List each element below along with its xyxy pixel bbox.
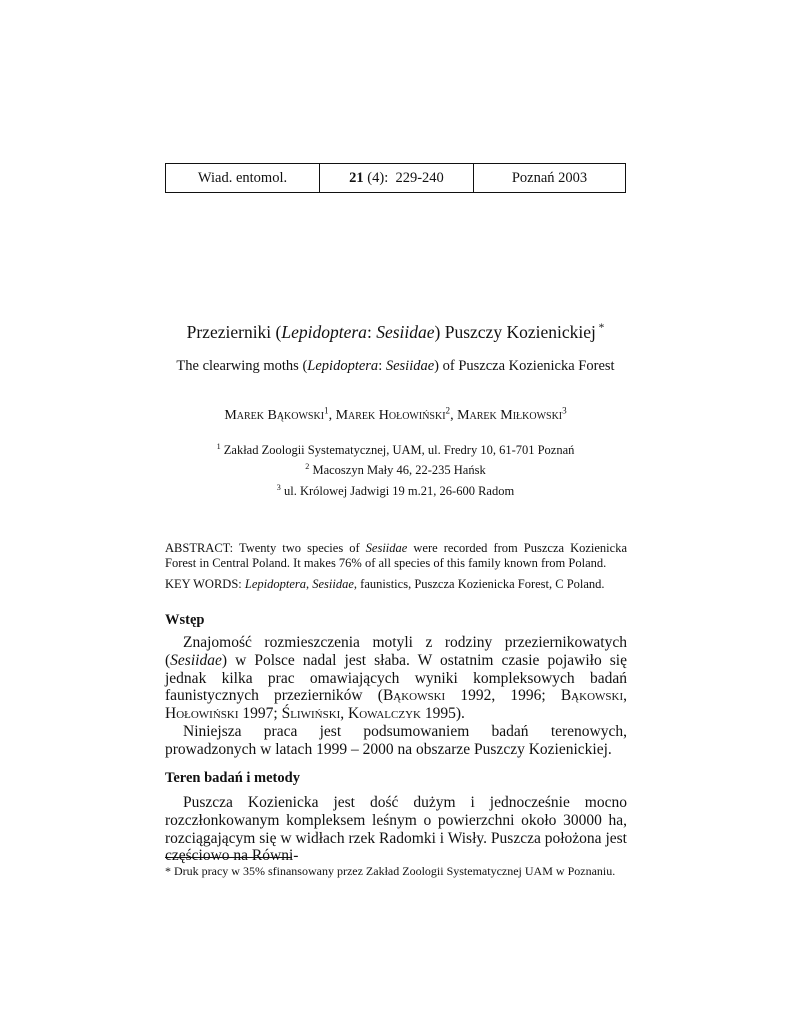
section-heading-introduction: Wstęp bbox=[165, 612, 205, 628]
journal-name-text: Wiad. entomol. bbox=[197, 169, 288, 186]
place-year bbox=[474, 164, 625, 192]
footnote: * Druk pracy w 35% sfinansowany przez Zakład Zoologii Systematycznej UAM w Poznaniu. bbox=[165, 864, 616, 878]
paragraph: Niniejsza praca jest podsumowaniem badań terenowych, prowadzonych w latach 1999 – 2000 na obszarze Puszczy Kozienickiej. bbox=[165, 722, 627, 758]
title-english: The clearwing moths (Lepidoptera: Sesiidae) of Puszcza Kozienicka Forest bbox=[176, 358, 615, 374]
footnote-marker: * bbox=[595, 322, 605, 335]
paragraph: Puszcza Kozienicka jest dość dużym i jednocześnie mocno rozczłonkowanym kompleksem leśnym o powierzchni około 30000 ha, rozciągającym się w widłach rzek Radomki i Wisły. Puszcza położona jest częściowo na Równi- bbox=[165, 794, 627, 865]
journal-header-box bbox=[165, 163, 626, 193]
footnote-divider bbox=[165, 857, 292, 858]
author-name: Marek Miłkowski bbox=[457, 408, 563, 423]
author-name: Marek Bąkowski bbox=[224, 408, 325, 423]
volume-number: 21 bbox=[349, 169, 364, 186]
affiliation-1: $^1$ Zakład Zoologii Systematycznej, UAM, ul. Fredry 10, 61-701 Poznań bbox=[216, 441, 575, 457]
authors-line: Marek Bąkowski$^1$, Marek Hołowiński$^2$, Marek Miłkowski$^3$ bbox=[224, 405, 567, 423]
section-heading-study-area: Teren badań i metody bbox=[165, 770, 300, 786]
study-area-body bbox=[165, 794, 627, 865]
paragraph: Znajomość rozmieszczenia motyli z rodziny przeziernikowatych (Sesiidae) w Polsce nadal jest słaba. W ostatnim czasie pojawiło się jednak kilka prac omawiających wyniki kompleksowych badań faunistycznych przezierników (Bąkowski 1992, 1996; Bąkowski, Hołowiński 1997; Śliwiński, Kowalczyk 1995). bbox=[165, 634, 627, 723]
abstract: ABSTRACT: Twenty two species of Sesiidae were recorded from Puszcza Kozienicka Forest in Central Poland. It makes 76% of all species of this family known from Poland. bbox=[165, 541, 628, 570]
title-polish: Przezierniki (Lepidoptera: Sesiidae) Puszczy Kozienickiej * bbox=[186, 322, 605, 342]
keywords: KEY WORDS: Lepidoptera, Sesiidae, faunistics, Puszcza Kozienicka Forest, C Poland. bbox=[165, 577, 605, 591]
journal-name bbox=[166, 164, 320, 192]
place-year-text: Poznań 2003 bbox=[511, 169, 588, 186]
volume-pages bbox=[320, 164, 474, 192]
introduction-body bbox=[165, 634, 627, 759]
affiliation-2: $^2$ Macoszyn Mały 46, 22-235 Hańsk bbox=[305, 461, 486, 477]
author-name: Marek Hołowiński bbox=[335, 408, 446, 423]
issue-pages: (4): 229-240 bbox=[363, 169, 444, 186]
affiliation-3: $^3$ ul. Królowej Jadwigi 19 m.21, 26-600 Radom bbox=[276, 482, 515, 498]
